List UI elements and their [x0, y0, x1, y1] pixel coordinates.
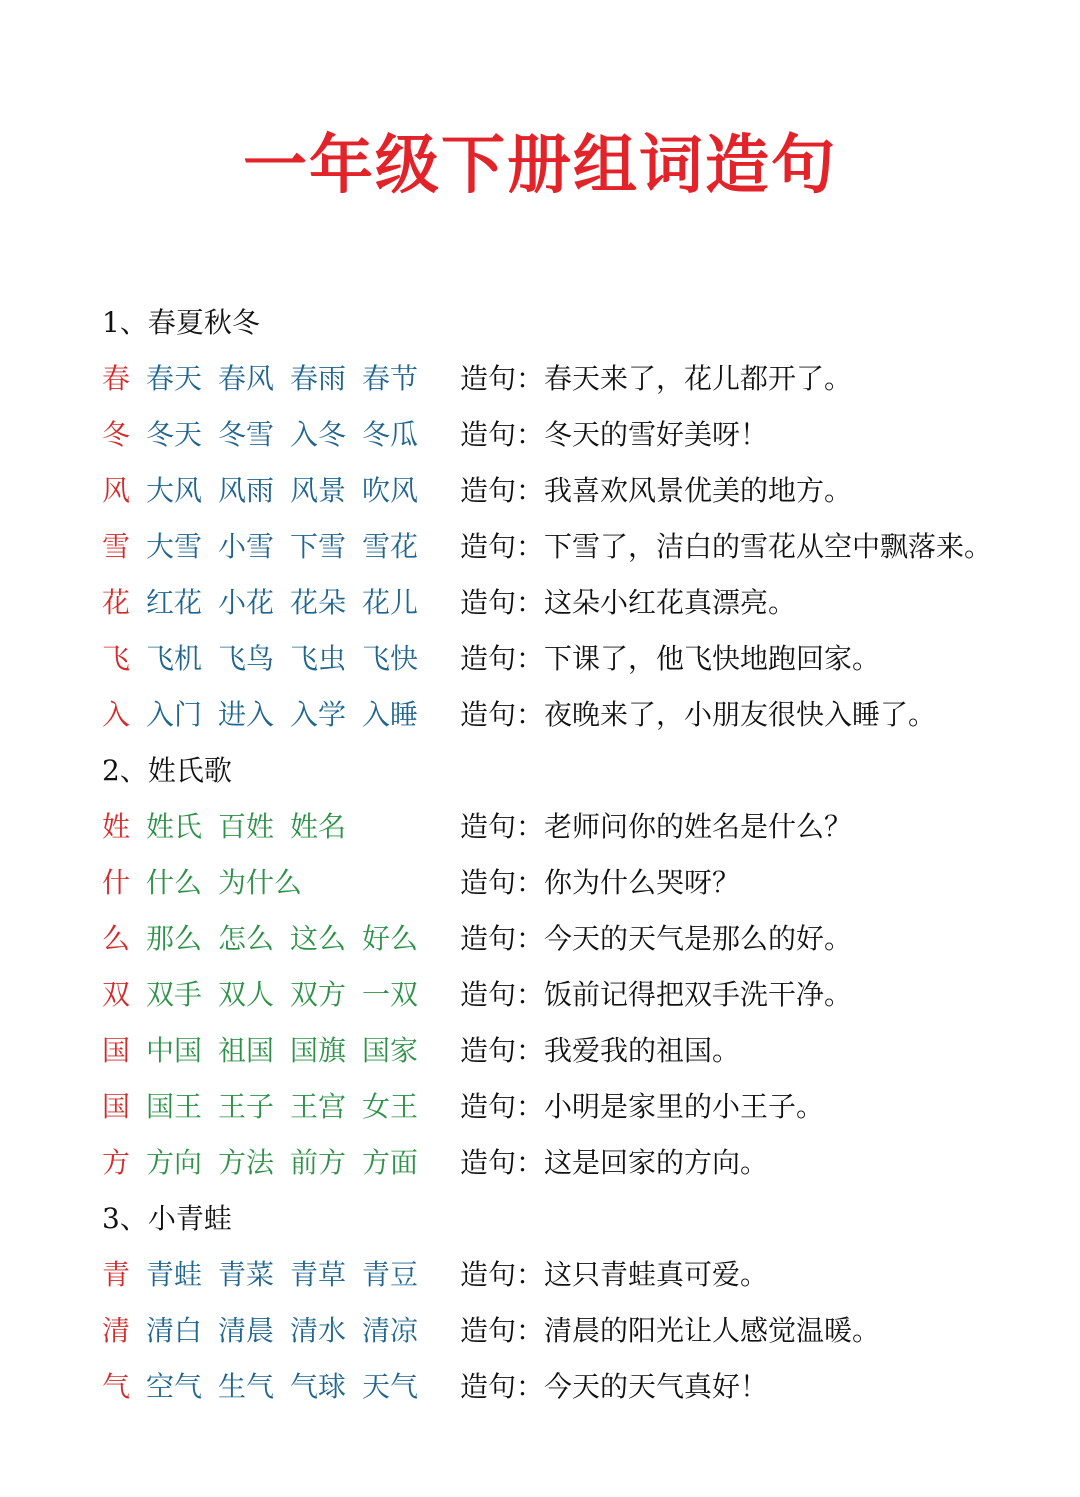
- word-row: [102, 575, 1002, 631]
- target-character: 花: [102, 586, 131, 619]
- compound-word: 青草: [290, 1258, 347, 1291]
- example-sentence: 造句：这是回家的方向。: [460, 1146, 769, 1179]
- compound-word: 风雨: [218, 474, 275, 507]
- compound-word: 大风: [146, 474, 203, 507]
- word-row: [102, 855, 1002, 911]
- compound-word: 国王: [146, 1090, 203, 1123]
- compound-word: 入学: [290, 698, 347, 731]
- compound-word: 前方: [290, 1146, 347, 1179]
- compound-word: 飞快: [362, 642, 419, 675]
- compound-word: 冬天: [146, 418, 203, 451]
- target-character: 么: [102, 922, 131, 955]
- example-sentence: 造句：今天的天气真好！: [460, 1370, 769, 1403]
- word-row: [102, 1023, 1002, 1079]
- example-sentence: 造句：下课了，他飞快地跑回家。: [460, 642, 881, 675]
- target-character: 清: [102, 1314, 131, 1347]
- compound-word: 飞虫: [290, 642, 347, 675]
- word-row: [102, 911, 1002, 967]
- word-row: [102, 1359, 1002, 1415]
- example-sentence: 造句：今天的天气是那么的好。: [460, 922, 853, 955]
- word-group: [146, 911, 460, 967]
- compound-word: 方法: [218, 1146, 275, 1179]
- compound-word: 春节: [362, 362, 419, 395]
- compound-word: 一双: [362, 978, 419, 1011]
- compound-word: 国旗: [290, 1034, 347, 1067]
- compound-word: 小雪: [218, 530, 275, 563]
- compound-word: 清晨: [218, 1314, 275, 1347]
- target-character: 春: [102, 362, 131, 395]
- compound-word: 冬瓜: [362, 418, 419, 451]
- example-sentence: 造句：饭前记得把双手洗干净。: [460, 978, 853, 1011]
- target-character: 飞: [102, 642, 131, 675]
- target-character: 入: [102, 698, 131, 731]
- target-character: 什: [102, 866, 131, 899]
- word-group: [146, 407, 460, 463]
- compound-word: 清水: [290, 1314, 347, 1347]
- word-group: [146, 1247, 460, 1303]
- example-sentence: 造句：春天来了，花儿都开了。: [460, 362, 853, 395]
- word-row: [102, 1303, 1002, 1359]
- word-row: [102, 687, 1002, 743]
- compound-word: 方向: [146, 1146, 203, 1179]
- compound-word: 风景: [290, 474, 347, 507]
- word-row: [102, 351, 1002, 407]
- compound-word: 青蛙: [146, 1258, 203, 1291]
- target-character: 方: [102, 1146, 131, 1179]
- compound-word: 祖国: [218, 1034, 275, 1067]
- word-row: [102, 407, 1002, 463]
- target-character: 国: [102, 1090, 131, 1123]
- word-row: [102, 519, 1002, 575]
- compound-word: 青菜: [218, 1258, 275, 1291]
- compound-word: 生气: [218, 1370, 275, 1403]
- compound-word: 春天: [146, 362, 203, 395]
- section-heading: 1、春夏秋冬: [102, 306, 260, 339]
- compound-word: 红花: [146, 586, 203, 619]
- compound-word: 王子: [218, 1090, 275, 1123]
- word-group: [146, 631, 460, 687]
- compound-word: 空气: [146, 1370, 203, 1403]
- compound-word: 花儿: [362, 586, 419, 619]
- compound-word: 大雪: [146, 530, 203, 563]
- word-row: [102, 1247, 1002, 1303]
- compound-word: 春风: [218, 362, 275, 395]
- compound-word: 冬雪: [218, 418, 275, 451]
- compound-word: 双方: [290, 978, 347, 1011]
- page-title: 一年级下册组词造句: [243, 129, 837, 203]
- section-heading: 2、姓氏歌: [102, 754, 232, 787]
- compound-word: 方面: [362, 1146, 419, 1179]
- compound-word: 吹风: [362, 474, 419, 507]
- target-character: 青: [102, 1258, 131, 1291]
- example-sentence: 造句：老师问你的姓名是什么？: [460, 810, 853, 843]
- word-group: [146, 799, 460, 855]
- compound-word: 小花: [218, 586, 275, 619]
- compound-word: 国家: [362, 1034, 419, 1067]
- compound-word: 双人: [218, 978, 275, 1011]
- word-group: [146, 351, 460, 407]
- target-character: 姓: [102, 810, 131, 843]
- word-group: [146, 687, 460, 743]
- example-sentence: 造句：夜晚来了，小朋友很快入睡了。: [460, 698, 937, 731]
- compound-word: 姓名: [290, 810, 347, 843]
- compound-word: 入睡: [362, 698, 419, 731]
- example-sentence: 造句：我喜欢风景优美的地方。: [460, 474, 853, 507]
- word-group: [146, 519, 460, 575]
- word-row: [102, 1079, 1002, 1135]
- example-sentence: 造句：下雪了，洁白的雪花从空中飘落来。: [460, 530, 993, 563]
- word-row: [102, 1135, 1002, 1191]
- compound-word: 王宫: [290, 1090, 347, 1123]
- word-row: [102, 463, 1002, 519]
- target-character: 冬: [102, 418, 131, 451]
- word-group: [146, 1359, 460, 1415]
- word-group: [146, 855, 460, 911]
- compound-word: 青豆: [362, 1258, 419, 1291]
- compound-word: 春雨: [290, 362, 347, 395]
- word-group: [146, 1023, 460, 1079]
- compound-word: 好么: [362, 922, 419, 955]
- word-row: [102, 631, 1002, 687]
- word-group: [146, 967, 460, 1023]
- section-heading: 3、小青蛙: [102, 1202, 232, 1235]
- word-list: [102, 295, 1002, 1415]
- word-group: [146, 575, 460, 631]
- example-sentence: 造句：我爱我的祖国。: [460, 1034, 741, 1067]
- word-group: [146, 1135, 460, 1191]
- compound-word: 姓氏: [146, 810, 203, 843]
- target-character: 双: [102, 978, 131, 1011]
- compound-word: 雪花: [362, 530, 419, 563]
- compound-word: 天气: [362, 1370, 419, 1403]
- compound-word: 飞鸟: [218, 642, 275, 675]
- compound-word: 进入: [218, 698, 275, 731]
- example-sentence: 造句：小明是家里的小王子。: [460, 1090, 825, 1123]
- compound-word: 气球: [290, 1370, 347, 1403]
- compound-word: 双手: [146, 978, 203, 1011]
- compound-word: 入冬: [290, 418, 347, 451]
- compound-word: 中国: [146, 1034, 203, 1067]
- target-character: 国: [102, 1034, 131, 1067]
- compound-word: 那么: [146, 922, 203, 955]
- compound-word: 什么: [146, 866, 203, 899]
- word-group: [146, 463, 460, 519]
- example-sentence: 造句：你为什么哭呀？: [460, 866, 741, 899]
- word-row: [102, 799, 1002, 855]
- word-row: [102, 967, 1002, 1023]
- example-sentence: 造句：清晨的阳光让人感觉温暖。: [460, 1314, 881, 1347]
- compound-word: 清凉: [362, 1314, 419, 1347]
- compound-word: 下雪: [290, 530, 347, 563]
- compound-word: 为什么: [218, 866, 303, 899]
- compound-word: 飞机: [146, 642, 203, 675]
- target-character: 气: [102, 1370, 131, 1403]
- compound-word: 花朵: [290, 586, 347, 619]
- compound-word: 女王: [362, 1090, 419, 1123]
- compound-word: 怎么: [218, 922, 275, 955]
- target-character: 风: [102, 474, 131, 507]
- compound-word: 清白: [146, 1314, 203, 1347]
- word-group: [146, 1303, 460, 1359]
- compound-word: 入门: [146, 698, 203, 731]
- example-sentence: 造句：冬天的雪好美呀！: [460, 418, 769, 451]
- compound-word: 这么: [290, 922, 347, 955]
- example-sentence: 造句：这朵小红花真漂亮。: [460, 586, 797, 619]
- example-sentence: 造句：这只青蛙真可爱。: [460, 1258, 769, 1291]
- target-character: 雪: [102, 530, 131, 563]
- compound-word: 百姓: [218, 810, 275, 843]
- word-group: [146, 1079, 460, 1135]
